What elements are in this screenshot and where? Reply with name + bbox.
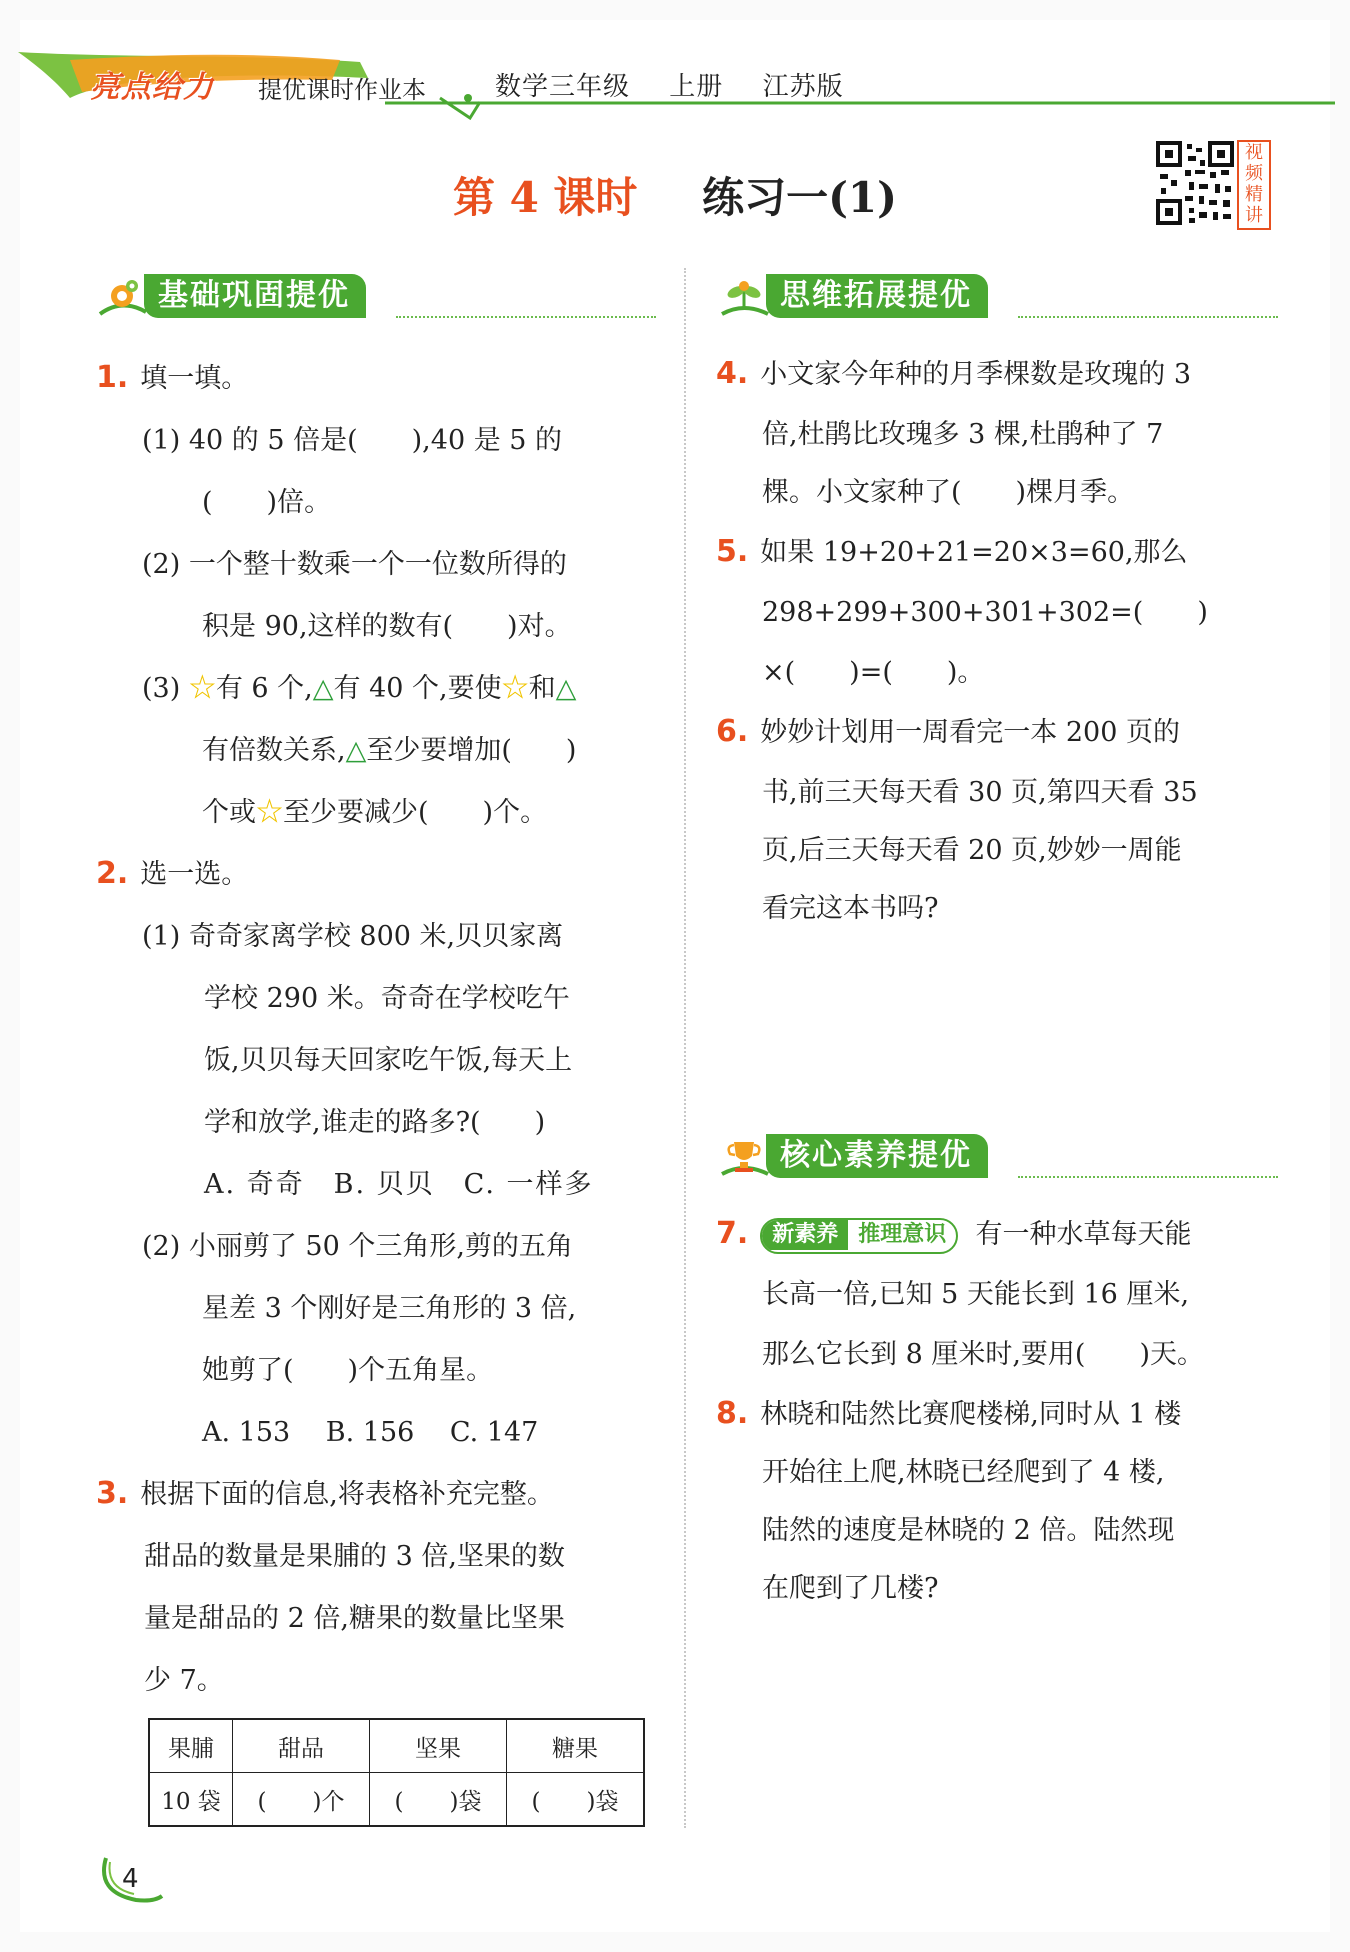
q4-number: 4.	[716, 356, 749, 391]
table-header-cell: 坚果	[370, 1719, 507, 1773]
q4-line1: 小文家今年种的月季棵数是玫瑰的 3	[760, 359, 1192, 390]
q6-line1: 妙妙计划用一周看完一本 200 页的	[760, 717, 1180, 748]
q3-heading	[96, 1472, 554, 1511]
q1-part3-line2	[202, 728, 576, 767]
table-row	[149, 1773, 644, 1827]
q3-line4: 少 7。	[144, 1665, 224, 1696]
q2-part1-line2: 学校 290 米。奇奇在学校吃午	[204, 983, 570, 1014]
q1-part3-text: 个或	[202, 797, 256, 828]
triangle-icon: △	[555, 673, 577, 704]
q2-heading	[96, 852, 248, 891]
badge-reasoning: 推理意识	[858, 1221, 947, 1247]
column-divider	[684, 268, 686, 1828]
q1-part3-line3	[202, 790, 547, 829]
q1-part1-line1: (1) 40 的 5 倍是( ),40 是 5 的	[142, 425, 563, 456]
q2-part1-line1: (1) 奇奇家离学校 800 米,贝贝家离	[142, 921, 564, 952]
q1-part2-line1: (2) 一个整十数乘一个一位数所得的	[142, 549, 567, 580]
section-dots	[1018, 316, 1278, 318]
table-header-cell: 果脯	[149, 1719, 233, 1773]
q8-line2: 开始往上爬,林晓已经爬到了 4 楼,	[762, 1457, 1165, 1488]
subject: 数学三年级	[495, 72, 631, 102]
table-header-row	[149, 1719, 644, 1773]
q1-number: 1.	[96, 360, 129, 395]
q3-line1: 根据下面的信息,将表格补充完整。	[140, 1479, 554, 1510]
q8-line1: 林晓和陆然比赛爬楼梯,同时从 1 楼	[760, 1399, 1182, 1430]
q5-line3: ×( )=( )。	[762, 657, 985, 688]
q1-title: 填一填。	[140, 363, 249, 394]
q1-part3-line1	[142, 666, 576, 705]
q1-part1-line2: ( )倍。	[202, 487, 332, 518]
q2-part2-line1: (2) 小丽剪了 50 个三角形,剪的五角	[142, 1231, 573, 1262]
q7-line3: 那么它长到 8 厘米时,要用( )天。	[762, 1339, 1204, 1370]
q8-number: 8.	[716, 1396, 749, 1431]
q1-part3-text: 有 40 个,要使	[333, 673, 502, 704]
q2-part2-line2: 星差 3 个刚好是三角形的 3 倍,	[202, 1293, 577, 1324]
q5-line1: 如果 19+20+21=20×3=60,那么	[760, 537, 1188, 568]
q7-heading	[716, 1212, 1191, 1254]
q1-part3-text: 和	[528, 673, 556, 704]
q2-part1-line4: 学和放学,谁走的路多?( )	[204, 1107, 546, 1138]
brand-logo: 亮点给力	[90, 70, 214, 105]
q2-title: 选一选。	[140, 859, 249, 890]
table-cell-blank[interactable]: ( )个	[233, 1773, 370, 1827]
brand-subtitle: 提优课时作业本	[258, 76, 426, 104]
q5-number: 5.	[716, 534, 749, 569]
q1-part3-text: 有 6 个,	[215, 673, 313, 704]
q5-line2: 298+299+300+301+302=( )	[762, 597, 1208, 628]
q6-heading	[716, 710, 1180, 749]
table-header-cell: 糖果	[507, 1719, 645, 1773]
star-icon: ☆	[188, 673, 216, 704]
trophy-icon	[718, 1136, 770, 1180]
table-cell: 10 袋	[149, 1773, 233, 1827]
section-basic-header	[96, 274, 656, 320]
q7-number: 7.	[716, 1216, 749, 1251]
sprout-icon	[718, 276, 770, 320]
q4-line2: 倍,杜鹃比玫瑰多 3 棵,杜鹃种了 7	[762, 419, 1164, 450]
lesson-name: 练习一(1)	[702, 173, 898, 222]
star-icon: ☆	[256, 797, 283, 828]
q6-number: 6.	[716, 714, 749, 749]
q4-heading	[716, 352, 1191, 391]
badge-new-literacy: 新素养	[762, 1220, 848, 1250]
q1-part2-line2: 积是 90,这样的数有( )对。	[202, 611, 572, 642]
section-thinking-title: 思维拓展提优	[766, 274, 988, 318]
triangle-icon: △	[312, 673, 334, 704]
q8-line4: 在爬到了几楼?	[762, 1573, 939, 1604]
q5-heading	[716, 530, 1188, 569]
q1-part3-text: 至少要减少( )个。	[283, 797, 548, 828]
q1-heading	[96, 356, 248, 395]
section-basic-title: 基础巩固提优	[144, 274, 366, 318]
q6-line2: 书,前三天每天看 30 页,第四天看 35	[762, 777, 1198, 808]
table-header-cell: 甜品	[233, 1719, 370, 1773]
q1-part3-prefix: (3)	[142, 673, 189, 704]
q6-line3: 页,后三天每天看 20 页,妙妙一周能	[762, 835, 1182, 866]
section-core-title: 核心素养提优	[766, 1134, 988, 1178]
header	[0, 0, 1350, 120]
section-thinking-header	[718, 274, 1278, 320]
q6-line4: 看完这本书吗?	[762, 893, 939, 924]
literacy-badge	[760, 1218, 958, 1254]
q4-line3: 棵。小文家种了( )棵月季。	[762, 477, 1135, 508]
q3-line2: 甜品的数量是果脯的 3 倍,坚果的数	[144, 1541, 565, 1572]
q8-line3: 陆然的速度是林晓的 2 倍。陆然现	[762, 1515, 1175, 1546]
volume: 上册	[669, 72, 724, 102]
page-number: 4	[122, 1864, 139, 1894]
q3-number: 3.	[96, 1476, 129, 1511]
q2-part1-line3: 饭,贝贝每天回家吃午饭,每天上	[204, 1045, 573, 1076]
video-lecture-tag[interactable]: 视 频 精 讲	[1237, 140, 1271, 230]
q3-line3: 量是甜品的 2 倍,糖果的数量比坚果	[144, 1603, 565, 1634]
q7-line2: 长高一倍,已知 5 天能长到 16 厘米,	[762, 1279, 1190, 1310]
q2-part2-line3: 她剪了( )个五角星。	[202, 1355, 494, 1386]
star-icon: ☆	[501, 673, 529, 704]
page-title	[0, 165, 1350, 225]
lesson-number: 第 4 课时	[452, 173, 638, 222]
section-dots	[396, 316, 656, 318]
gear-icon	[96, 276, 148, 320]
q7-line1: 有一种水草每天能	[975, 1219, 1192, 1250]
edition: 江苏版	[762, 72, 844, 102]
q1-part3-text: 至少要增加( )	[366, 735, 577, 766]
q2-part2-options: A. 153 B. 156 C. 147	[202, 1417, 539, 1448]
table-cell-blank[interactable]: ( )袋	[370, 1773, 507, 1827]
table-cell-blank[interactable]: ( )袋	[507, 1773, 645, 1827]
q3-table	[148, 1718, 645, 1827]
q2-part1-options: A. 奇奇 B. 贝贝 C. 一样多	[204, 1169, 594, 1200]
q2-number: 2.	[96, 856, 129, 891]
book-info	[495, 66, 874, 103]
q8-heading	[716, 1392, 1181, 1431]
section-core-header	[718, 1134, 1278, 1180]
qr-code-icon[interactable]	[1155, 140, 1235, 226]
section-dots	[1018, 1176, 1278, 1178]
q1-part3-text: 有倍数关系,	[202, 735, 346, 766]
triangle-icon: △	[345, 735, 367, 766]
